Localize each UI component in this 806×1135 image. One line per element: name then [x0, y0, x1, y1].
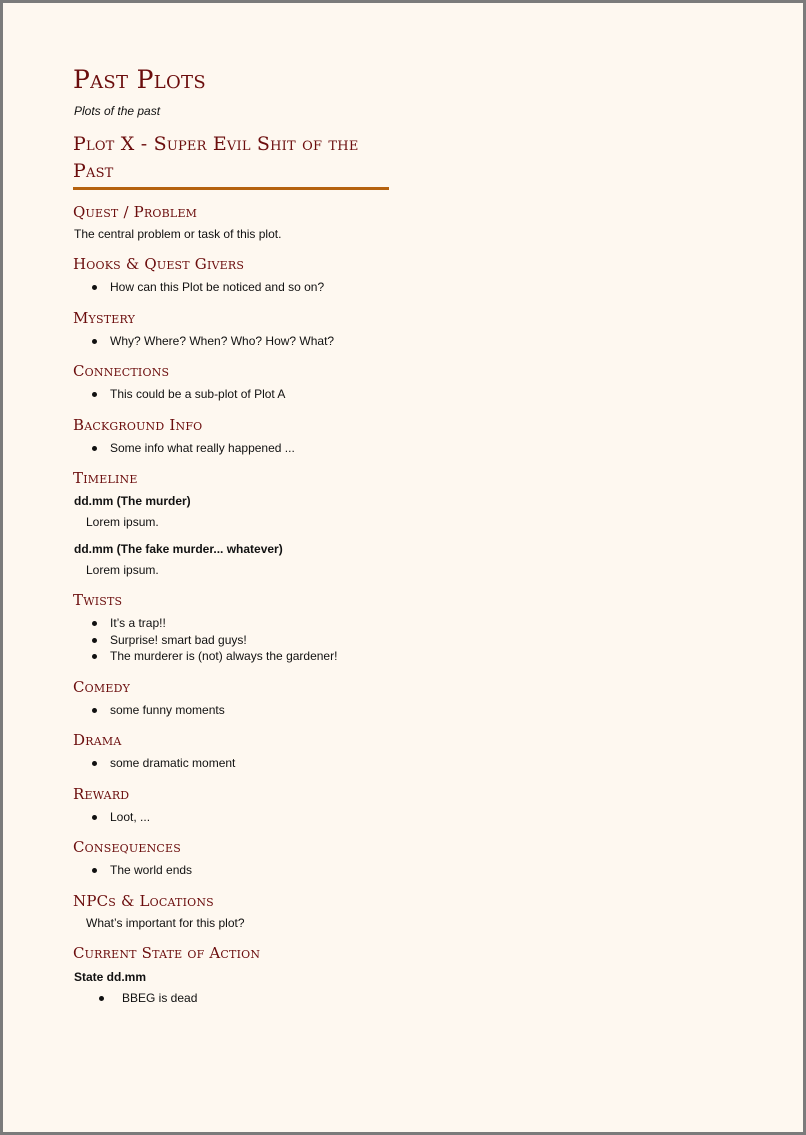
state-list	[71, 990, 401, 1007]
timeline-text: Lorem ipsum.	[86, 515, 159, 529]
heading-hooks: Hooks & Quest Givers	[73, 255, 245, 273]
background-list	[71, 440, 401, 457]
page-title: Past Plots	[73, 65, 206, 94]
timeline-text: Lorem ipsum.	[86, 563, 159, 577]
heading-current-state: Current State of Action	[73, 943, 261, 962]
page-subtitle: Plots of the past	[74, 104, 161, 118]
heading-quest-problem: Quest / Problem	[73, 203, 198, 221]
list-item: BBEG is dead	[71, 990, 401, 1007]
twists-list	[71, 615, 401, 665]
heading-consequences: Consequences	[73, 838, 182, 856]
heading-twists: Twists	[73, 591, 123, 609]
heading-mystery: Mystery	[73, 308, 136, 327]
list-item: Surprise! smart bad guys!	[71, 632, 401, 649]
heading-comedy: Comedy	[73, 677, 131, 696]
connections-list	[71, 386, 401, 403]
state-label: State dd.mm	[74, 969, 147, 984]
list-item: This could be a sub-plot of Plot A	[71, 386, 401, 403]
hooks-list	[71, 279, 401, 296]
heading-npcs-locations: NPCs & Locations	[73, 891, 214, 910]
timeline-date: dd.mm (The fake murder... whatever)	[74, 542, 283, 556]
list-item: some dramatic moment	[71, 755, 401, 772]
document-content	[71, 63, 401, 1006]
list-item: How can this Plot be noticed and so on?	[71, 279, 401, 296]
plot-title: Plot X - Super Evil Shit of the Past	[73, 131, 389, 190]
list-item: some funny moments	[71, 702, 401, 719]
drama-list	[71, 755, 401, 772]
heading-timeline: Timeline	[73, 469, 138, 487]
list-item: It’s a trap!!	[71, 615, 401, 632]
heading-reward: Reward	[73, 784, 130, 803]
list-item: Loot, ...	[71, 809, 401, 826]
document-page	[3, 3, 803, 1132]
list-item: The world ends	[71, 862, 401, 879]
heading-drama: Drama	[73, 731, 122, 749]
consequences-list	[71, 862, 401, 879]
npcs-locations-text: What’s important for this plot?	[86, 915, 245, 930]
heading-background-info: Background Info	[73, 415, 203, 434]
list-item: Why? Where? When? Who? How? What?	[71, 333, 401, 350]
heading-connections: Connections	[73, 362, 170, 380]
mystery-list	[71, 333, 401, 350]
comedy-list	[71, 702, 401, 719]
list-item: The murderer is (not) always the gardener!	[71, 648, 401, 665]
reward-list	[71, 809, 401, 826]
timeline-date: dd.mm (The murder)	[74, 494, 191, 508]
quest-problem-text: The central problem or task of this plot.	[74, 227, 282, 241]
list-item: Some info what really happened ...	[71, 440, 401, 457]
